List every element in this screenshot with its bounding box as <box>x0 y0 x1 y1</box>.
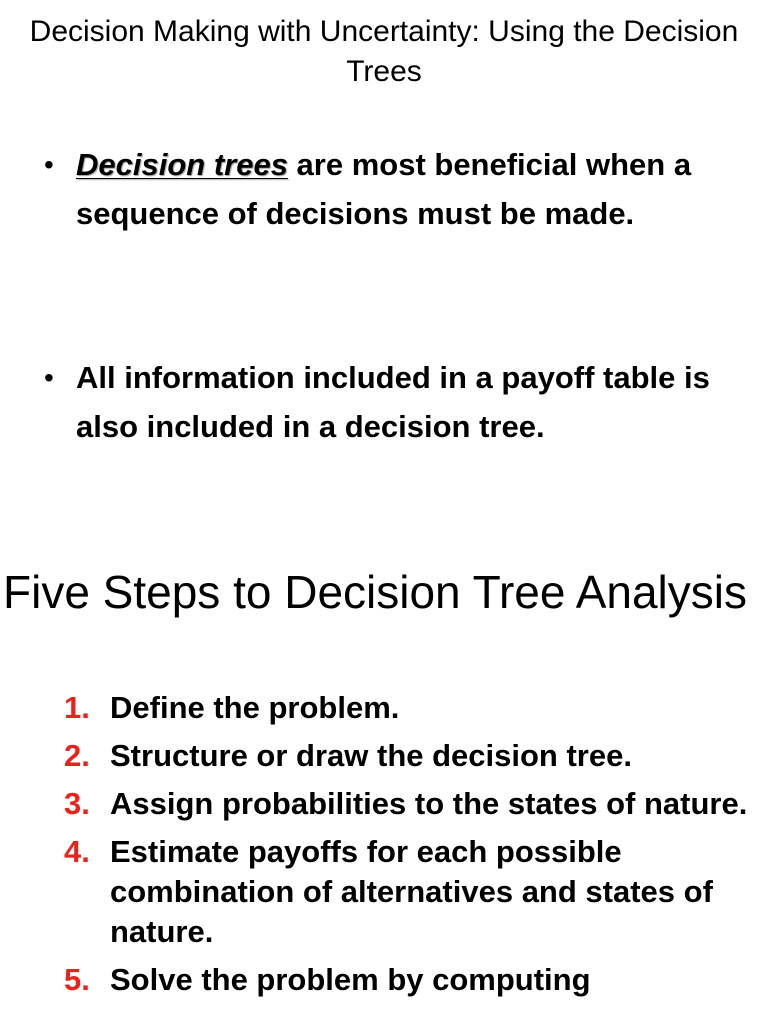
slide-title: Decision Making with Uncertainty: Using the Decision Trees <box>29 15 739 88</box>
bullet-marker: • <box>44 362 54 393</box>
steps-list <box>64 688 754 1008</box>
bullet-text <box>76 140 734 238</box>
step-text: Define the problem. <box>110 690 400 725</box>
section-title: Five Steps to Decision Tree Analysis <box>3 566 747 618</box>
step-number: 5. <box>64 962 90 997</box>
step-text: Structure or draw the decision tree. <box>110 738 632 773</box>
step-number: 2. <box>64 738 90 773</box>
step-number: 3. <box>64 786 90 821</box>
step-text: Assign probabilities to the states of nature. <box>110 786 748 821</box>
step-item <box>64 832 754 952</box>
step-item <box>64 688 754 728</box>
step-number: 4. <box>64 834 90 869</box>
step-item <box>64 736 754 776</box>
step-item <box>64 784 754 824</box>
step-text: Estimate payoffs for each possible combination of alternatives and states of nature. <box>110 834 713 949</box>
step-text: Solve the problem by computing <box>110 962 591 997</box>
bullet-marker: • <box>44 149 54 180</box>
bullet-body: are most beneficial when a sequence of decisions must be made. <box>76 147 692 231</box>
bullet-item <box>44 353 734 451</box>
step-item <box>64 960 754 1000</box>
bullet-text: All information included in a payoff table is also included in a decision tree. <box>76 360 710 444</box>
step-number: 1. <box>64 690 90 725</box>
bullet-item <box>44 140 734 238</box>
bullet-emphasis: Decision trees <box>76 147 288 182</box>
